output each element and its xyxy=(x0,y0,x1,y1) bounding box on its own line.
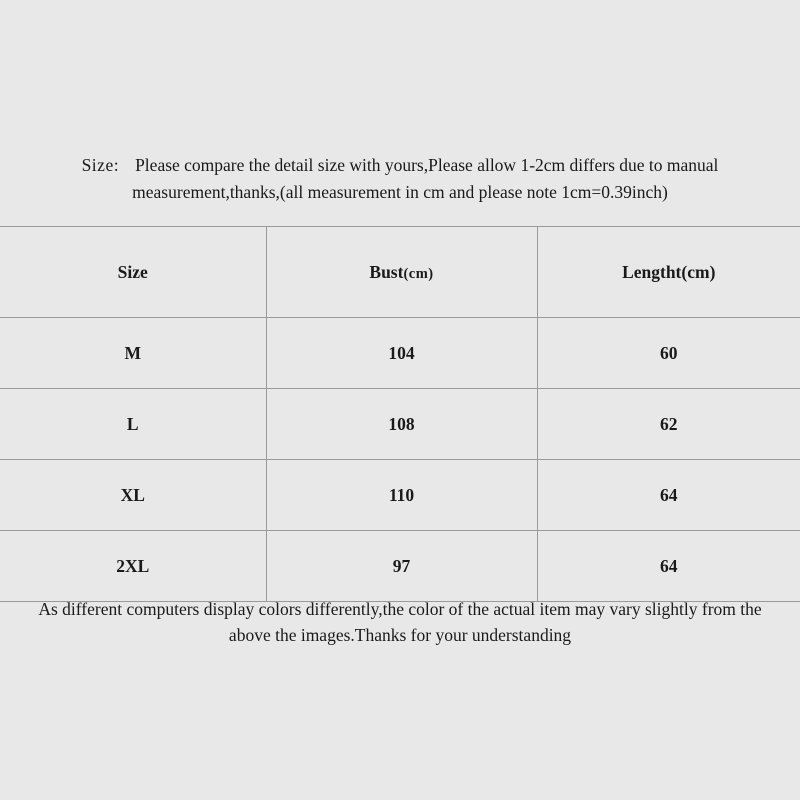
column-header-bust xyxy=(266,227,537,318)
intro-line-2 xyxy=(16,179,784,206)
cell-bust: 104 xyxy=(266,318,537,389)
intro-text-2: measurement,thanks,(all measurement in cm and please note 1cm=0.39inch) xyxy=(132,182,668,203)
column-header-bust-label: Bust xyxy=(369,261,404,282)
cell-size: 2XL xyxy=(0,531,266,602)
cell-length: 64 xyxy=(537,531,800,602)
table-header-row xyxy=(0,227,800,318)
cell-bust: 108 xyxy=(266,389,537,460)
cell-size: M xyxy=(0,318,266,389)
disclaimer-line-2: above the images.Thanks for your understanding xyxy=(228,625,572,646)
table-row xyxy=(0,389,800,460)
intro-label: Size: xyxy=(81,155,120,175)
intro-line-1 xyxy=(16,152,784,179)
cell-size: L xyxy=(0,389,266,460)
disclaimer-line-1: As different computers display colors differently,the color of the actual item may vary slightly from the xyxy=(38,599,762,619)
table-row xyxy=(0,531,800,602)
table-row xyxy=(0,318,800,389)
cell-length: 64 xyxy=(537,460,800,531)
size-table xyxy=(0,226,800,602)
intro-note xyxy=(0,152,800,206)
column-header-length xyxy=(537,227,800,318)
cell-bust: 97 xyxy=(266,531,537,602)
column-header-size-label: Size xyxy=(117,261,148,282)
column-header-size xyxy=(0,227,266,318)
table-row xyxy=(0,460,800,531)
column-header-length-label: Lengtht xyxy=(622,261,682,282)
intro-text-1: Please compare the detail size with yours,Please allow 1-2cm differs due to manual xyxy=(135,155,719,175)
cell-length: 62 xyxy=(537,389,800,460)
column-header-length-unit: (cm) xyxy=(681,261,716,282)
color-disclaimer xyxy=(0,596,800,649)
column-header-bust-unit: (cm) xyxy=(403,265,434,282)
cell-size: XL xyxy=(0,460,266,531)
cell-length: 60 xyxy=(537,318,800,389)
cell-bust: 110 xyxy=(266,460,537,531)
